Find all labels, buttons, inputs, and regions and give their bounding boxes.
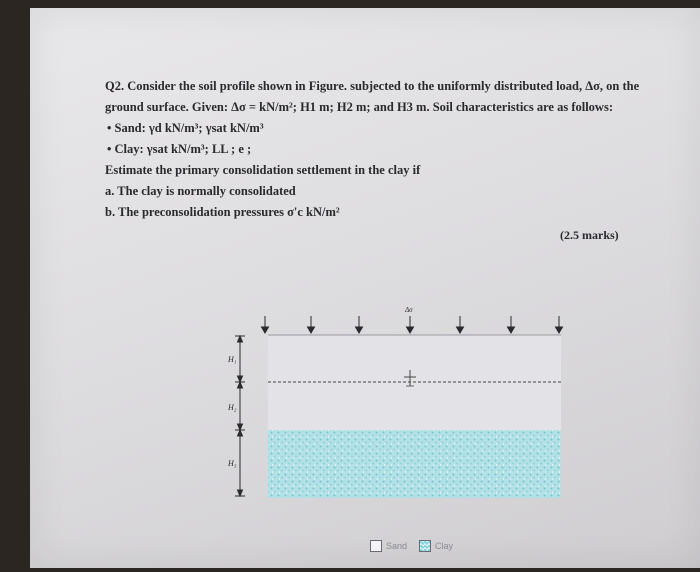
clay-swatch — [419, 540, 431, 552]
arrow-icon — [262, 316, 269, 333]
legend-clay-label: Clay — [435, 541, 454, 551]
legend-sand-label: Sand — [386, 541, 408, 551]
arrow-icon — [308, 316, 315, 333]
question-text — [105, 76, 645, 223]
load-arrows — [262, 316, 563, 333]
part-b: b. The preconsolidation pressures σ'c kN/m² — [105, 205, 340, 219]
sand-swatch — [370, 540, 382, 552]
arrow-icon — [457, 316, 464, 333]
h2-label: H₂ — [228, 403, 237, 412]
clay-layer — [268, 430, 561, 498]
figure-legend — [370, 540, 461, 552]
arrow-icon — [508, 316, 515, 333]
sand-properties: • Sand: γd kN/m³; γsat kN/m³ — [107, 121, 264, 135]
soil-profile-figure — [228, 298, 573, 508]
marks-label: (2.5 marks) — [560, 228, 619, 242]
part-a: a. The clay is normally consolidated — [105, 184, 296, 198]
task-statement: Estimate the primary consolidation settlement in the clay if — [105, 163, 421, 177]
h1-label: H₁ — [228, 355, 237, 364]
clay-properties: • Clay: γsat kN/m³; LL ; e ; — [107, 142, 252, 156]
h3-label: H₃ — [228, 459, 237, 468]
question-line-2: ground surface. Given: Δσ = kN/m²; H1 m; H2 m; and H3 m. Soil characteristics are as follows: — [105, 100, 613, 114]
arrow-icon — [356, 316, 363, 333]
arrow-icon — [407, 316, 414, 333]
arrow-icon — [556, 316, 563, 333]
question-line-1: Q2. Consider the soil profile shown in Figure. subjected to the uniformly distributed load, Δσ, on the — [105, 79, 640, 93]
load-label: Δσ — [405, 306, 413, 314]
